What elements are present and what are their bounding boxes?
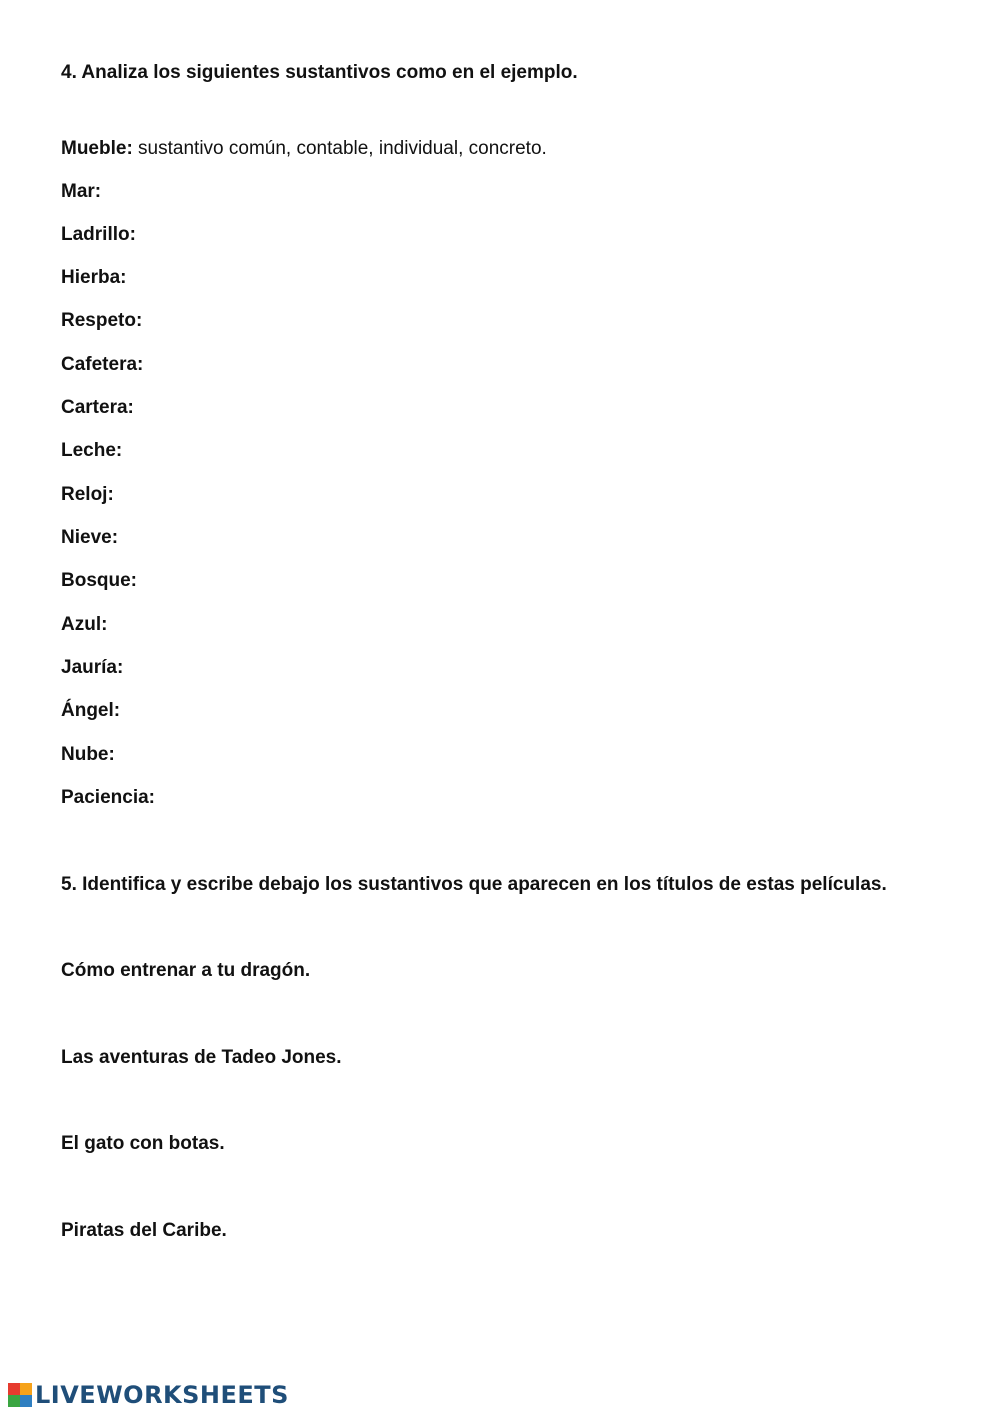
logo-mark-cell bbox=[8, 1395, 20, 1407]
noun-item: Leche: bbox=[61, 440, 123, 461]
exercise-5-title: 5. Identifica y escribe debajo los sustantivos que aparecen en los títulos de estas películas. bbox=[61, 874, 887, 895]
noun-item: Jauría: bbox=[61, 657, 124, 678]
exercise-4-title: 4. Analiza los siguientes sustantivos como en el ejemplo. bbox=[61, 62, 578, 83]
movie-title: El gato con botas. bbox=[61, 1133, 225, 1154]
noun-item: Paciencia: bbox=[61, 787, 155, 808]
noun-item: Mar: bbox=[61, 181, 102, 202]
noun-item: Hierba: bbox=[61, 267, 127, 288]
logo-mark-cell bbox=[20, 1395, 32, 1407]
noun-item: Azul: bbox=[61, 614, 108, 635]
movie-title: Las aventuras de Tadeo Jones. bbox=[61, 1047, 342, 1068]
example-word: Mueble: bbox=[61, 138, 133, 159]
movie-title: Cómo entrenar a tu dragón. bbox=[61, 960, 311, 981]
noun-item: Bosque: bbox=[61, 570, 137, 591]
noun-item: Cafetera: bbox=[61, 354, 144, 375]
noun-item: Ladrillo: bbox=[61, 224, 136, 245]
logo-mark-cell bbox=[8, 1383, 20, 1395]
logo-mark-icon bbox=[8, 1383, 32, 1407]
noun-item: Reloj: bbox=[61, 484, 114, 505]
example-analysis: sustantivo común, contable, individual, concreto. bbox=[132, 138, 547, 159]
noun-item: Ángel: bbox=[61, 700, 121, 721]
logo-text: LIVEWORKSHEETS bbox=[35, 1381, 289, 1409]
liveworksheets-logo bbox=[8, 1381, 289, 1409]
noun-item: Nieve: bbox=[61, 527, 119, 548]
noun-item: Cartera: bbox=[61, 397, 134, 418]
movie-title: Piratas del Caribe. bbox=[61, 1220, 227, 1241]
logo-mark-cell bbox=[20, 1383, 32, 1395]
noun-item: Nube: bbox=[61, 744, 115, 765]
noun-item: Respeto: bbox=[61, 310, 143, 331]
example-line bbox=[61, 137, 547, 161]
